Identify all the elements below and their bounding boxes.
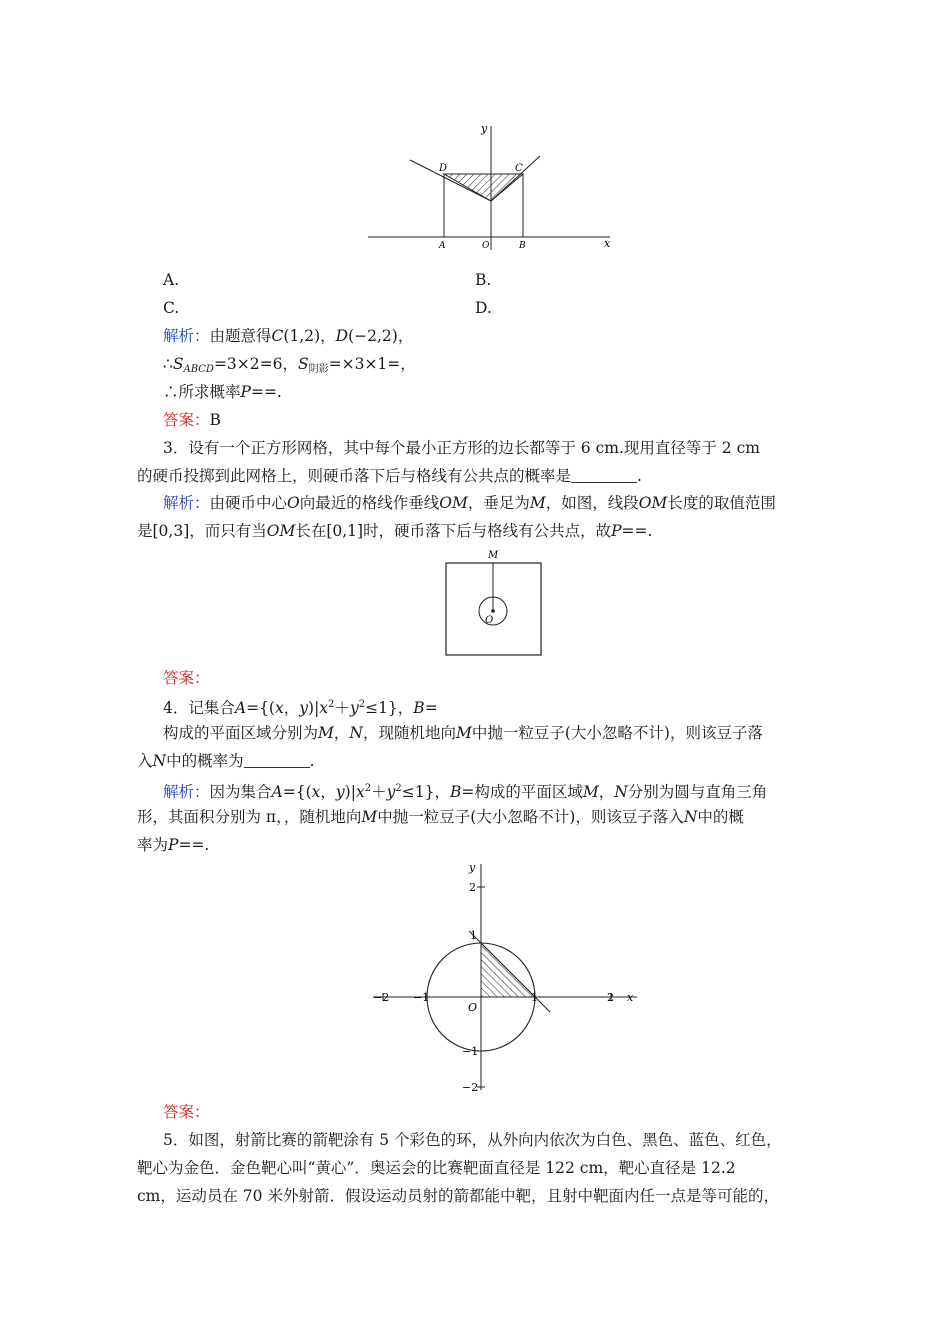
q5-line3: cm，运动员在 70 米外射箭．假设运动员射的箭都能中靶，且射中靶面内任一点是等可能的，	[137, 1187, 779, 1205]
text: 的硬币投掷到此网格上，则硬币落下后与格线有公共点的概率是	[137, 467, 572, 485]
text: 中抛一粒豆子(大小忽略不计)，则该豆子落入	[377, 808, 684, 826]
q4-solution-line1	[163, 778, 767, 803]
label-b: B	[519, 241, 526, 251]
label-o: O	[482, 241, 490, 251]
tick-label-ym1: −1	[462, 1045, 479, 1058]
text: 因为集合	[209, 783, 272, 801]
q5-line1: 5．如图，射箭比赛的箭靶涂有 5 个彩色的环，从外向内依次为白色、黑色、蓝色、红色，	[163, 1131, 782, 1149]
q2-answer	[163, 409, 221, 431]
text: ，	[283, 699, 300, 717]
var: M	[318, 724, 334, 742]
var: N	[152, 752, 167, 770]
var: C	[271, 327, 284, 345]
text: ≤1}，	[365, 699, 414, 717]
text: ==.	[178, 836, 210, 854]
text: ，	[320, 783, 336, 801]
answer-value: B	[209, 411, 221, 429]
var: B	[413, 699, 425, 717]
solution-label: 解析：	[163, 783, 210, 801]
exponent: 2	[358, 699, 366, 710]
text: ＋	[334, 699, 350, 717]
var: x	[355, 783, 365, 801]
text: 是[0,3]，而只有当	[137, 522, 267, 540]
tick-label-x2: 2	[607, 991, 614, 1004]
q3-line1: 3．设有一个正方形网格，其中每个最小正方形的边长都等于 6 cm.现用直径等于 2 cm	[163, 439, 760, 457]
answer-label: 答案：	[163, 669, 210, 687]
text: =×3×1=，	[328, 355, 416, 373]
text: 中抛一粒豆子(大小忽略不计)，则该豆子落	[471, 724, 763, 742]
text: ∴	[163, 355, 173, 373]
text: ，垂足为	[467, 494, 530, 512]
text: =	[424, 699, 438, 717]
q4-line3	[137, 750, 315, 772]
answer-label: 答案：	[163, 1103, 210, 1121]
text: ∴所求概率	[163, 383, 241, 401]
text: 构成的平面区域分别为	[163, 724, 319, 742]
q2-solution-line1	[163, 325, 413, 347]
text: (−2,2)，	[348, 327, 414, 345]
text: =构成的平面区域	[461, 783, 583, 801]
var: y	[349, 699, 359, 717]
text: ==.	[250, 383, 282, 401]
var: x	[274, 699, 284, 717]
text: =3×2=6，	[213, 355, 298, 373]
label-y: y	[469, 861, 476, 874]
text: 长度的取值范围	[667, 494, 776, 512]
figure-coin-square	[440, 545, 550, 660]
exponent: 2	[328, 699, 335, 710]
var: A	[271, 783, 283, 801]
text: ≤1}，	[401, 783, 450, 801]
tick-label-ym2: −2	[462, 1081, 479, 1094]
text: ，如图，线段	[545, 494, 639, 512]
text: (1,2)，	[283, 327, 336, 345]
text: ＋	[371, 783, 387, 801]
q4-solution-line3	[137, 834, 209, 856]
var: M	[582, 783, 599, 801]
label-x: x	[604, 237, 611, 250]
var: S	[297, 355, 309, 373]
text: 由题意得	[209, 327, 272, 345]
center-dot	[491, 609, 495, 613]
text: )|	[308, 699, 320, 717]
subscript: 阴影	[308, 364, 329, 375]
figure-trapezoid	[360, 118, 620, 258]
tick-label-y1: 1	[470, 929, 477, 942]
text: ={(	[282, 783, 312, 801]
q3-line2	[137, 465, 642, 487]
exponent: 2	[395, 783, 402, 794]
q3-solution-line2	[137, 520, 652, 542]
text: ，	[598, 783, 615, 801]
answer-label: 答案：	[163, 411, 210, 429]
text: )|	[344, 783, 356, 801]
q5-line2: 靶心为金色．金色靶心叫“黄心”．奥运会的比赛靶面直径是 122 cm，靶心直径是 12.2	[137, 1159, 736, 1177]
var: N	[349, 724, 363, 742]
var: y	[335, 783, 345, 801]
var: O	[287, 494, 300, 512]
option-a: A.	[163, 271, 180, 289]
label-o: O	[485, 615, 494, 626]
label-a: A	[439, 241, 446, 251]
text: ，	[333, 724, 350, 742]
text: ={(	[246, 699, 275, 717]
q4-solution-line2	[137, 806, 744, 828]
option-b: B.	[475, 271, 492, 289]
text: 入	[137, 752, 153, 770]
var: OM	[439, 494, 468, 512]
solution-label: 解析：	[163, 327, 210, 345]
var: y	[386, 783, 396, 801]
var: S	[172, 355, 184, 373]
var: N	[614, 783, 628, 801]
option-d: D.	[475, 299, 492, 317]
text: 4．记集合	[163, 699, 235, 717]
tick-label-y2: 2	[469, 881, 476, 894]
text: 由硬币中心	[209, 494, 288, 512]
text: .	[637, 467, 642, 485]
var: P	[240, 383, 251, 401]
q3-solution-line1	[163, 492, 776, 514]
label-d: D	[439, 163, 448, 174]
q4-answer	[163, 1101, 210, 1123]
figure-unit-circle	[365, 858, 645, 1098]
text: 分别为圆与直角三角	[627, 783, 768, 801]
label-x: x	[627, 991, 634, 1004]
text: .	[309, 752, 315, 770]
subscript: ABCD	[183, 364, 214, 375]
var: x	[319, 699, 329, 717]
solution-label: 解析：	[163, 494, 210, 512]
var: y	[299, 699, 309, 717]
var: P	[611, 522, 622, 540]
var: M	[455, 724, 472, 742]
text: 长在[0,1]时，硬币落下后与格线有公共点，故	[295, 522, 612, 540]
text: ==.	[621, 522, 653, 540]
var: N	[683, 808, 698, 826]
text: 中的概	[697, 808, 744, 826]
exponent: 2	[364, 783, 372, 794]
label-m: M	[488, 550, 499, 561]
text: 率为	[137, 836, 169, 854]
q2-solution-line2	[163, 353, 416, 381]
tick-label-xm2: −2	[373, 991, 390, 1004]
var: M	[529, 494, 546, 512]
var: x	[311, 783, 321, 801]
var: P	[168, 836, 179, 854]
answer-blank	[571, 466, 637, 483]
var: OM	[638, 494, 668, 512]
q2-solution-line3	[163, 381, 282, 403]
var: OM	[266, 522, 296, 540]
q3-answer	[163, 667, 210, 689]
text: 中的概率为	[166, 752, 244, 770]
var: B	[449, 783, 462, 801]
var: M	[361, 808, 378, 826]
label-y: y	[481, 122, 488, 135]
text: ，现随机地向	[362, 724, 456, 742]
label-origin: O	[468, 1001, 478, 1014]
tick-label-x1: 1	[531, 991, 538, 1004]
answer-blank	[244, 751, 310, 768]
label-c: C	[515, 163, 523, 174]
tick-label-xm1: −1	[413, 991, 430, 1004]
q4-line2	[163, 722, 763, 744]
var: A	[234, 699, 247, 717]
text: 形，其面积分别为 π，，随机地向	[137, 808, 362, 826]
option-c: C.	[163, 299, 180, 317]
text: 向最近的格线作垂线	[299, 494, 440, 512]
q4-line1	[163, 694, 438, 719]
var: D	[335, 327, 349, 345]
